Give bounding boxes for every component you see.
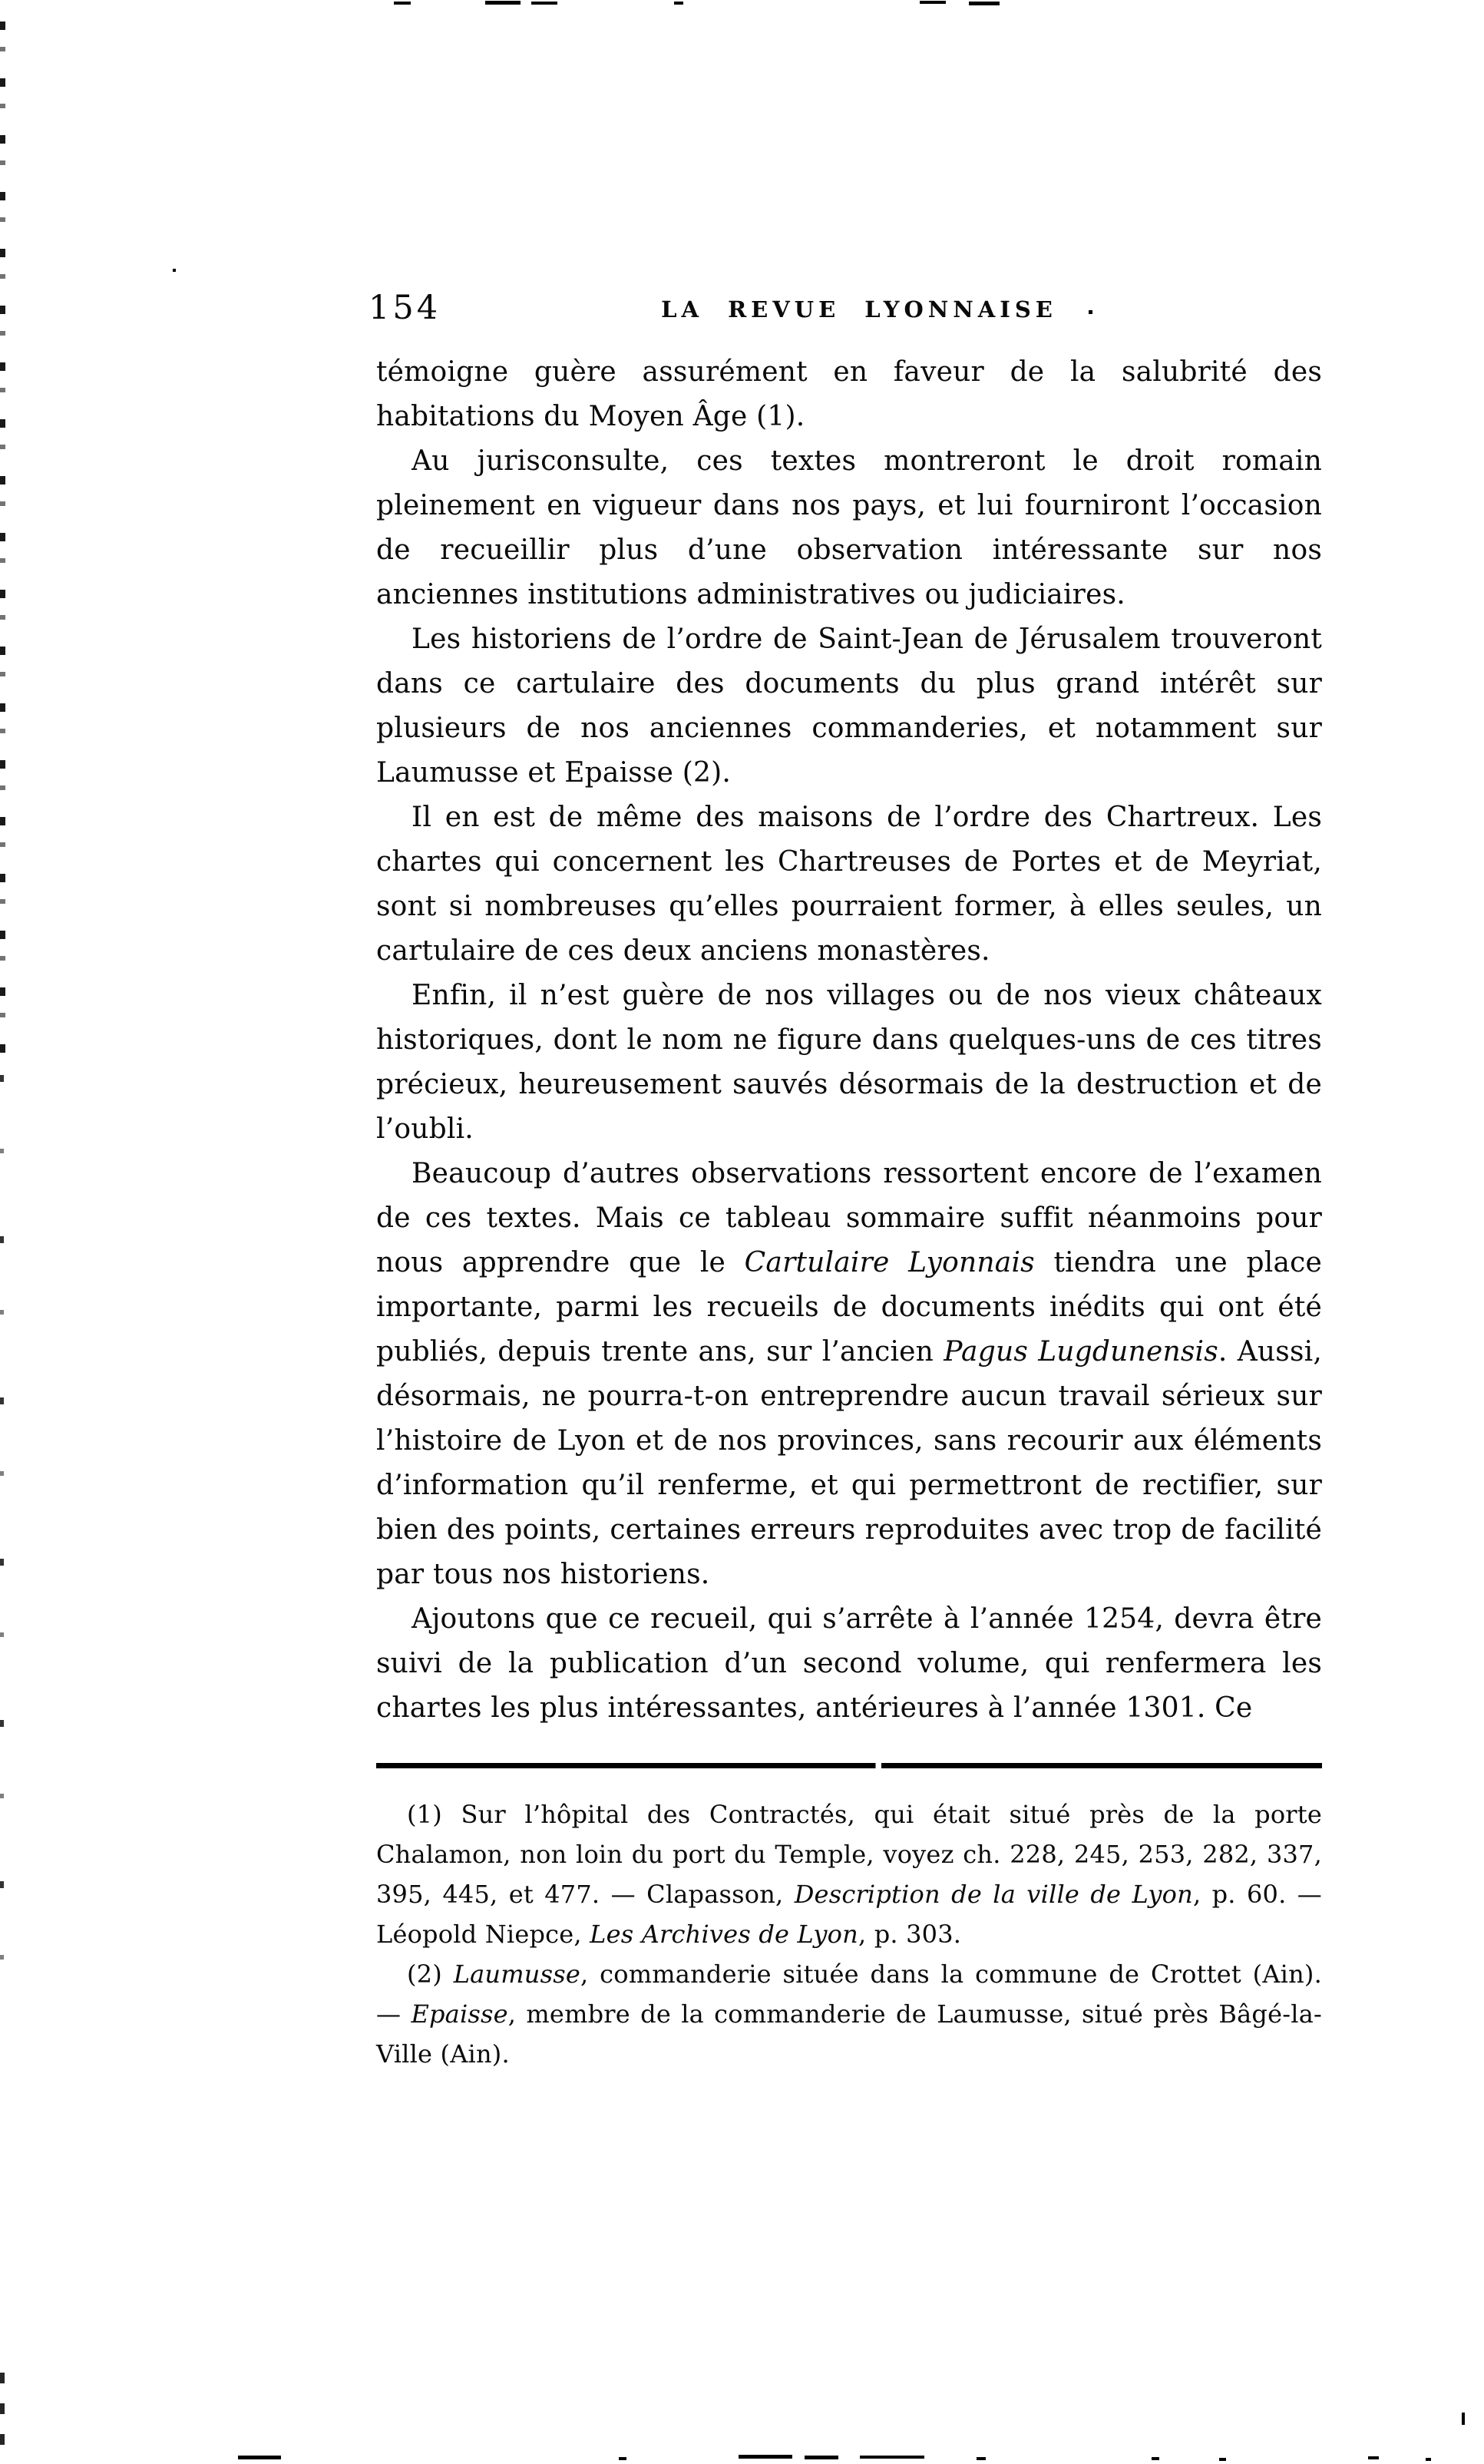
scan-noise-dash: [860, 2456, 924, 2459]
scan-noise-dash: [1426, 2458, 1431, 2461]
scan-noise-dash: [969, 2, 1000, 5]
italic-title: Les Archives de Lyon: [590, 1920, 858, 1949]
paragraph: [376, 1152, 1322, 1597]
footnote-2: [376, 1954, 1322, 2074]
paragraph: [376, 1597, 1322, 1731]
scan-noise-dash: [1368, 2456, 1379, 2459]
paragraph-text: tiendra une place importante, parmi les recueils de documents inédits qui ont été publiés, depuis trente ans, sur l’ancien: [376, 1247, 1322, 1368]
body-text: [376, 350, 1322, 2074]
paragraph-text: Ajoutons que ce recueil, qui s’arrête à l’année 1254, devra être suivi de la publication d’un second volume, qui renfermera les chartes les plus intéressantes, antérieures à l’année 1301. Ce: [376, 1603, 1322, 1724]
footnote-separator-rule: [376, 1763, 1322, 1768]
page-header: [369, 289, 1322, 329]
scan-noise-dash: [977, 2457, 986, 2460]
scan-noise-dash: [920, 1, 946, 4]
scan-noise-dash: [805, 2456, 838, 2459]
footnotes: [376, 1794, 1322, 2074]
scan-noise-left-strip: [0, 2373, 5, 2464]
scan-noise-dash: [739, 2455, 792, 2459]
italic-name: Laumusse: [453, 1960, 580, 1989]
paragraph-text: Enfin, il n’est guère de nos villages ou de nos vieux châteaux historiques, dont le nom ne figure dans quelques-uns de ces titres précieux, heureusement sauvés désormais de la destruction et de l’oubli.: [376, 980, 1322, 1145]
footnote-text: , commanderie située dans la commune de Crottet (Ain). —: [376, 1960, 1322, 2029]
paragraph-text: . Aussi, désormais, ne pourra-t-on entreprendre aucun travail sérieux sur l’histoire de Lyon et de nos provinces, sans recourir aux éléments d’information qu’il renferme, et qui permettront de rectifier, sur bien des points, certaines erreurs reproduites avec trop de facilité par tous nos historiens.: [376, 1336, 1323, 1590]
italic-title: Cartulaire Lyonnais: [744, 1247, 1035, 1278]
paragraph: [376, 795, 1322, 974]
scan-noise-left-strip: [0, 1075, 4, 2042]
footnote-text: , membre de la commanderie de Laumusse, situé près Bâgé-la-Ville (Ain).: [376, 1999, 1322, 2069]
journal-title: LA REVUE LYONNAISE: [661, 296, 1057, 322]
paragraph-text: Beaucoup d’autres observations ressortent encore de l’examen de ces textes. Mais ce tableau sommaire suffit néanmoins pour nous apprendre que le: [376, 1158, 1322, 1278]
footnote-text: , p. 60. — Léopold Niepce,: [376, 1880, 1323, 1949]
scan-noise-speck: [173, 269, 176, 272]
footnote-text: , p. 303.: [858, 1920, 962, 1949]
italic-name: Epaisse: [411, 1999, 508, 2029]
paragraph-text: Au jurisconsulte, ces textes montreront le droit romain pleinement en vigueur dans nos pays, et lui fourniront l’occasion de recueillir plus d’une observation intéressante sur nos anciennes institutions administratives ou judiciaires.: [376, 445, 1322, 610]
scan-noise-dash: [619, 2457, 626, 2460]
paragraph: [376, 350, 1322, 439]
paragraph-text: Il en est de même des maisons de l’ordre des Chartreux. Les chartes qui concernent les Chartreuses de Portes et de Meyriat, sont si nombreuses qu’elles pourraient former, à elles seules, un cartulaire de ces deux anciens monastères.: [376, 802, 1322, 967]
scan-noise-dash: [531, 2, 557, 5]
scan-noise-dash: [485, 1, 521, 5]
paragraph: [376, 439, 1322, 617]
paragraph-text: Les historiens de l’ordre de Saint-Jean de Jérusalem trouveront dans ce cartulaire des documents du plus grand intérêt sur plusieurs de nos anciennes commanderies, et notamment sur Laumusse et Epaisse (2).: [376, 623, 1322, 789]
scan-noise-left-strip: [0, 21, 5, 1066]
scan-noise-dash: [394, 2, 411, 5]
italic-title: Pagus Lugdunensis: [944, 1336, 1218, 1368]
scan-noise-dash: [238, 2456, 281, 2459]
scan-noise-speck: [1462, 2413, 1465, 2425]
paragraph: [376, 974, 1322, 1152]
paragraph: [376, 617, 1322, 795]
scan-noise-dash: [1219, 2458, 1226, 2461]
footnote-text: (1) Sur l’hôpital des Contractés, qui était situé près de la porte Chalamon, non loin du port du Temple, voyez ch. 228, 245, 253, 282, 337, 395, 445, et 477. — Clapasson,: [376, 1800, 1322, 1909]
scan-noise-dash: [1152, 2457, 1159, 2460]
paragraph-text: témoigne guère assurément en faveur de la salubrité des habitations du Moyen Âge (1).: [376, 356, 1322, 432]
footnote-text: (2): [407, 1960, 454, 1989]
page-number: 154: [369, 289, 441, 327]
italic-title: Description de la ville de Lyon: [794, 1880, 1193, 1909]
scan-noise-dash: [674, 2, 683, 5]
footnote-1: [376, 1794, 1322, 1954]
